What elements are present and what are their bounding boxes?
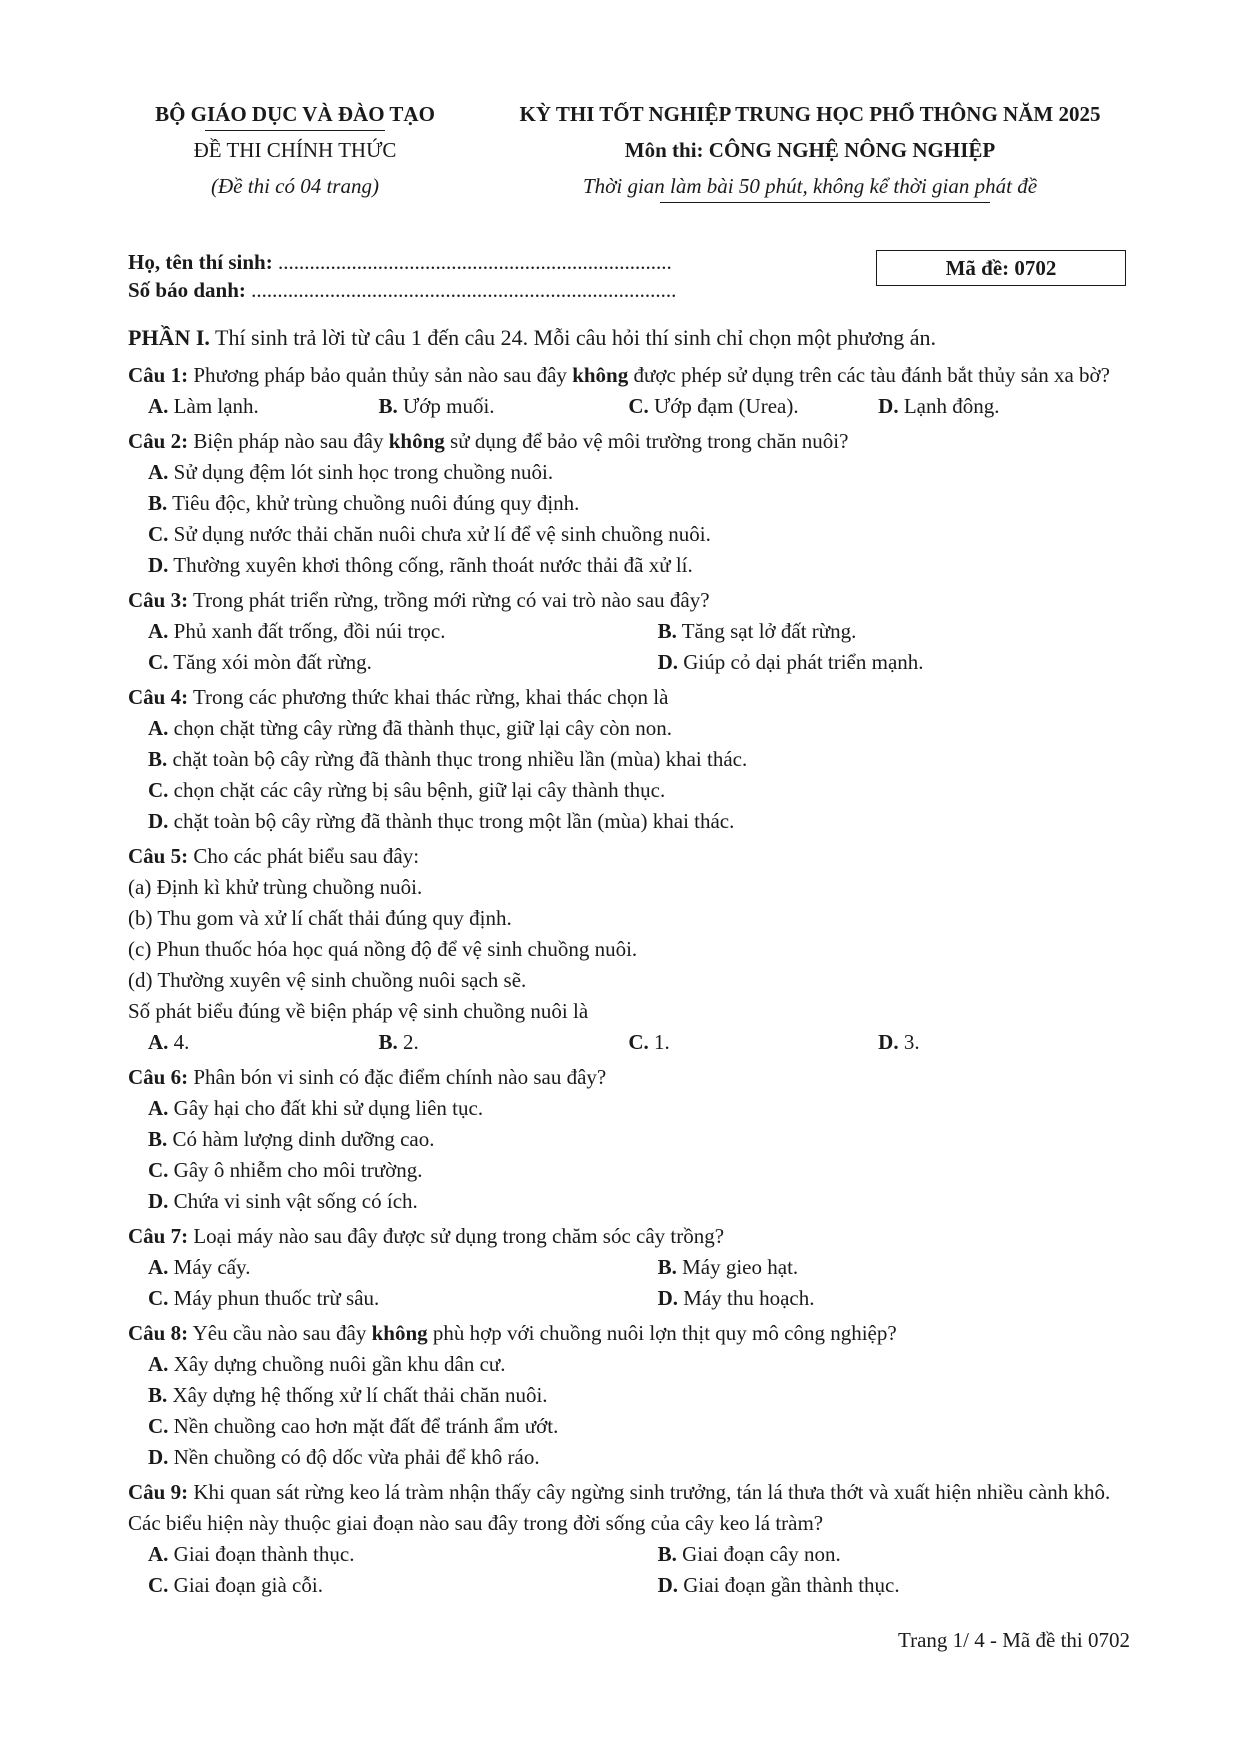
option-letter: B. (148, 1383, 168, 1407)
answer-option (128, 391, 378, 422)
answer-option (128, 713, 672, 744)
question-text: Loại máy nào sau đây được sử dụng trong chăm sóc cây trồng? (193, 1224, 725, 1248)
exam-title: KỲ THI TỐT NGHIỆP TRUNG HỌC PHỔ THÔNG NĂM 2025 (519, 102, 1101, 126)
question-1 (128, 360, 1128, 422)
option-text: chặt toàn bộ cây rừng đã thành thục trong một lần (mùa) khai thác. (173, 809, 735, 833)
option-letter: D. (148, 1445, 169, 1469)
question-text-end: phù hợp với chuồng nuôi lợn thịt quy mô công nghiệp? (427, 1321, 897, 1345)
candidate-id-dots: ................................................................................. (251, 278, 677, 302)
option-letter: C. (148, 1414, 169, 1438)
option-letter: C. (628, 1030, 649, 1054)
exam-code-box: Mã đề: 0702 (876, 250, 1126, 286)
option-text: Máy cấy. (173, 1255, 251, 1279)
question-text: Phương pháp bảo quản thủy sản nào sau đây (193, 363, 573, 387)
option-text: Sử dụng đệm lót sinh học trong chuồng nuôi. (173, 460, 554, 484)
question-text: Biện pháp nào sau đây (193, 429, 389, 453)
answer-option (658, 1252, 1128, 1283)
ministry-name: BỘ GIÁO DỤC VÀ ĐÀO TẠO (155, 102, 435, 126)
option-letter: C. (148, 1573, 169, 1597)
option-text: Giai đoạn gần thành thục. (683, 1573, 900, 1597)
candidate-id-label: Số báo danh: (128, 278, 246, 302)
option-text: Gây ô nhiễm cho môi trường. (173, 1158, 423, 1182)
answer-option (658, 1539, 1128, 1570)
question-2 (128, 426, 1128, 581)
options-row (128, 1186, 1128, 1217)
option-letter: A. (148, 1255, 169, 1279)
option-text: Tiêu độc, khử trùng chuồng nuôi đúng quy định. (172, 491, 580, 515)
question-text: Trong các phương thức khai thác rừng, khai thác chọn là (192, 685, 669, 709)
option-letter: B. (657, 1255, 677, 1279)
answer-option (128, 1349, 506, 1380)
answer-option (658, 647, 1128, 678)
option-text: 2. (402, 1030, 419, 1054)
option-text: Giai đoạn thành thục. (173, 1542, 355, 1566)
question-stem (128, 682, 1128, 713)
options-row (128, 1155, 1128, 1186)
question-label: Câu 5: (128, 844, 189, 868)
option-letter: D. (148, 553, 169, 577)
option-letter: C. (148, 1286, 169, 1310)
question-stem (128, 1318, 1128, 1349)
options-row (128, 1349, 1128, 1380)
question-label: Câu 6: (128, 1065, 189, 1089)
option-text: Máy thu hoạch. (683, 1286, 815, 1310)
options-row (128, 457, 1128, 488)
answer-option (628, 391, 878, 422)
answer-option (658, 1283, 1128, 1314)
answer-option (128, 806, 734, 837)
option-text: Máy phun thuốc trừ sâu. (173, 1286, 380, 1310)
part-instruction: Thí sinh trả lời từ câu 1 đến câu 24. Mỗi câu hỏi thí sinh chỉ chọn một phương án. (215, 325, 937, 350)
option-text: Ướp muối. (402, 394, 495, 418)
question-stem (128, 360, 1128, 391)
part-title: PHẦN I. (128, 325, 210, 350)
answer-option (128, 488, 579, 519)
answer-option (128, 1570, 658, 1601)
question-text: Phân bón vi sinh có đặc điểm chính nào sau đây? (193, 1065, 607, 1089)
options-row (128, 1027, 1128, 1058)
option-letter: D. (148, 1189, 169, 1213)
question-label: Câu 9: (128, 1480, 189, 1504)
header-right (470, 96, 1150, 204)
answer-option (128, 1442, 540, 1473)
option-letter: C. (148, 1158, 169, 1182)
question-5 (128, 841, 1128, 1058)
answer-option (628, 1027, 878, 1058)
official-label: ĐỀ THI CHÍNH THỨC (193, 138, 397, 162)
options-row (128, 647, 1128, 678)
option-text: Xây dựng chuồng nuôi gần khu dân cư. (173, 1352, 506, 1376)
part-heading (128, 320, 1128, 356)
option-text: Có hàm lượng dinh dưỡng cao. (172, 1127, 435, 1151)
option-text: Giai đoạn già cỗi. (173, 1573, 323, 1597)
options-row (128, 806, 1128, 837)
option-letter: D. (657, 1573, 679, 1597)
statement-item: (d) Thường xuyên vệ sinh chuồng nuôi sạch sẽ. (128, 968, 527, 992)
question-9 (128, 1477, 1128, 1601)
option-letter: A. (148, 1030, 169, 1054)
options-row (128, 775, 1128, 806)
options-row (128, 744, 1128, 775)
answer-option (128, 1155, 422, 1186)
option-letter: B. (148, 1127, 168, 1151)
question-label: Câu 8: (128, 1321, 189, 1345)
exam-content (128, 320, 1128, 1601)
options-row (128, 1539, 1128, 1570)
options-row (128, 488, 1128, 519)
option-text: 4. (173, 1030, 190, 1054)
candidate-name-row (128, 248, 676, 276)
options-row (128, 1252, 1128, 1283)
answer-option (128, 647, 658, 678)
option-letter: B. (148, 491, 168, 515)
option-letter: A. (148, 460, 169, 484)
options-row (128, 616, 1128, 647)
question-text: Yêu cầu nào sau đây (192, 1321, 372, 1345)
header-divider-right (660, 202, 990, 203)
option-text: chọn chặt từng cây rừng đã thành thục, giữ lại cây còn non. (173, 716, 673, 740)
option-letter: B. (657, 1542, 677, 1566)
question-stem (128, 426, 1128, 457)
answer-option (128, 1252, 658, 1283)
question-7 (128, 1221, 1128, 1314)
option-text: Nền chuồng cao hơn mặt đất để tránh ẩm ướt. (173, 1414, 559, 1438)
options-row (128, 1093, 1128, 1124)
question-8 (128, 1318, 1128, 1473)
option-text: Máy gieo hạt. (682, 1255, 799, 1279)
question-label: Câu 1: (128, 363, 189, 387)
option-text: Ướp đạm (Urea). (653, 394, 799, 418)
answer-option (128, 550, 693, 581)
option-text: Giúp cỏ dại phát triển mạnh. (683, 650, 924, 674)
question-label: Câu 3: (128, 588, 189, 612)
option-text: Lạnh đông. (903, 394, 1000, 418)
answer-option (658, 616, 1128, 647)
question-text: Cho các phát biểu sau đây: (193, 844, 420, 868)
answer-option (128, 1027, 378, 1058)
question-6 (128, 1062, 1128, 1217)
option-text: Sử dụng nước thải chăn nuôi chưa xử lí để vệ sinh chuồng nuôi. (173, 522, 711, 546)
option-letter: C. (148, 778, 169, 802)
question-3 (128, 585, 1128, 678)
option-text: Giai đoạn cây non. (682, 1542, 841, 1566)
option-letter: A. (148, 1542, 169, 1566)
option-text: Nền chuồng có độ dốc vừa phải để khô ráo. (173, 1445, 540, 1469)
option-text: Làm lạnh. (173, 394, 259, 418)
answer-option (128, 775, 665, 806)
options-row (128, 713, 1128, 744)
option-letter: C. (148, 650, 169, 674)
option-letter: B. (657, 619, 677, 643)
question-emphasis: không (388, 429, 445, 453)
question-emphasis: không (371, 1321, 428, 1345)
statement-item: (b) Thu gom và xử lí chất thải đúng quy định. (128, 906, 512, 930)
header-divider-left (205, 130, 385, 131)
question-label: Câu 2: (128, 429, 189, 453)
answer-option (128, 1093, 483, 1124)
option-letter: B. (378, 394, 398, 418)
question-list (128, 360, 1128, 1601)
option-text: chặt toàn bộ cây rừng đã thành thục trong nhiều lần (mùa) khai thác. (172, 747, 748, 771)
option-letter: B. (378, 1030, 398, 1054)
option-text: Xây dựng hệ thống xử lí chất thải chăn nuôi. (172, 1383, 548, 1407)
answer-option (128, 1380, 548, 1411)
question-stem (128, 1062, 1128, 1093)
options-row (128, 1570, 1128, 1601)
option-letter: D. (657, 650, 679, 674)
subject-label: Môn thi: (624, 138, 704, 162)
answer-option (128, 1539, 658, 1570)
option-letter: A. (148, 1096, 169, 1120)
options-row (128, 519, 1128, 550)
options-row (128, 1411, 1128, 1442)
option-text: Phủ xanh đất trống, đồi núi trọc. (173, 619, 446, 643)
option-letter: A. (148, 1352, 169, 1376)
answer-option (128, 744, 747, 775)
answer-option (128, 616, 658, 647)
statement-item: (c) Phun thuốc hóa học quá nồng độ để vệ sinh chuồng nuôi. (128, 937, 638, 961)
answer-option (128, 1124, 434, 1155)
options-row (128, 1442, 1128, 1473)
options-row (128, 391, 1128, 422)
option-text: 1. (653, 1030, 670, 1054)
question-text-end: sử dụng để bảo vệ môi trường trong chăn nuôi? (444, 429, 849, 453)
option-letter: A. (148, 619, 169, 643)
statement-item: (a) Định kì khử trùng chuồng nuôi. (128, 875, 423, 899)
option-letter: A. (148, 394, 169, 418)
header-left (130, 96, 460, 204)
option-text: Gây hại cho đất khi sử dụng liên tục. (173, 1096, 484, 1120)
option-text: chọn chặt các cây rừng bị sâu bệnh, giữ lại cây thành thục. (173, 778, 666, 802)
candidate-id-row (128, 276, 676, 304)
option-text: Thường xuyên khơi thông cống, rãnh thoát nước thải đã xử lí. (173, 553, 693, 577)
options-row (128, 1283, 1128, 1314)
options-row (128, 1124, 1128, 1155)
question-label: Câu 7: (128, 1224, 189, 1248)
answer-option (128, 519, 711, 550)
subject-line (470, 132, 1150, 168)
answer-option (128, 1186, 418, 1217)
answer-option (658, 1570, 1128, 1601)
question-emphasis: không (572, 363, 629, 387)
answer-option (378, 391, 628, 422)
answer-option (128, 1411, 558, 1442)
question-text: Trong phát triển rừng, trồng mới rừng có vai trò nào sau đây? (192, 588, 710, 612)
question-4 (128, 682, 1128, 837)
question-label: Câu 4: (128, 685, 189, 709)
options-row (128, 550, 1128, 581)
answer-option (878, 391, 1128, 422)
option-letter: D. (148, 809, 169, 833)
question-stem (128, 585, 1128, 616)
page-footer: Trang 1/ 4 - Mã đề thi 0702 (898, 1628, 1130, 1652)
option-text: Tăng sạt lở đất rừng. (681, 619, 857, 643)
option-letter: A. (148, 716, 169, 740)
candidate-name-label: Họ, tên thí sinh: (128, 250, 273, 274)
answer-option (378, 1027, 628, 1058)
question-stem (128, 1477, 1128, 1539)
answer-option (878, 1027, 1128, 1058)
option-letter: D. (657, 1286, 679, 1310)
option-letter: C. (628, 394, 649, 418)
question-stem (128, 841, 1128, 872)
time-note: Thời gian làm bài 50 phút, không kể thời gian phát đề (582, 174, 1038, 198)
candidate-name-dots: ........................................................................... (277, 250, 672, 274)
question-text: Khi quan sát rừng keo lá tràm nhận thấy cây ngừng sinh trưởng, tán lá thưa thớt và xuất hiện nhiều cành khô. Các biểu hiện này thuộc giai đoạn nào sau đây trong đời sống của cây keo lá tràm? (128, 1480, 1111, 1535)
option-letter: B. (148, 747, 168, 771)
question-text-end: được phép sử dụng trên các tàu đánh bắt thủy sản xa bờ? (628, 363, 1110, 387)
subject-name: CÔNG NGHỆ NÔNG NGHIỆP (708, 138, 996, 162)
option-text: Chứa vi sinh vật sống có ích. (173, 1189, 418, 1213)
option-letter: C. (148, 522, 169, 546)
candidate-info (128, 248, 676, 304)
pages-note: (Đề thi có 04 trang) (211, 174, 379, 198)
option-letter: D. (878, 394, 899, 418)
answer-option (128, 1283, 658, 1314)
statement-conclusion: Số phát biểu đúng về biện pháp vệ sinh chuồng nuôi là (128, 999, 589, 1023)
options-row (128, 1380, 1128, 1411)
option-letter: D. (878, 1030, 899, 1054)
option-text: 3. (903, 1030, 920, 1054)
answer-option (128, 457, 553, 488)
question-stem (128, 1221, 1128, 1252)
option-text: Tăng xói mòn đất rừng. (173, 650, 372, 674)
